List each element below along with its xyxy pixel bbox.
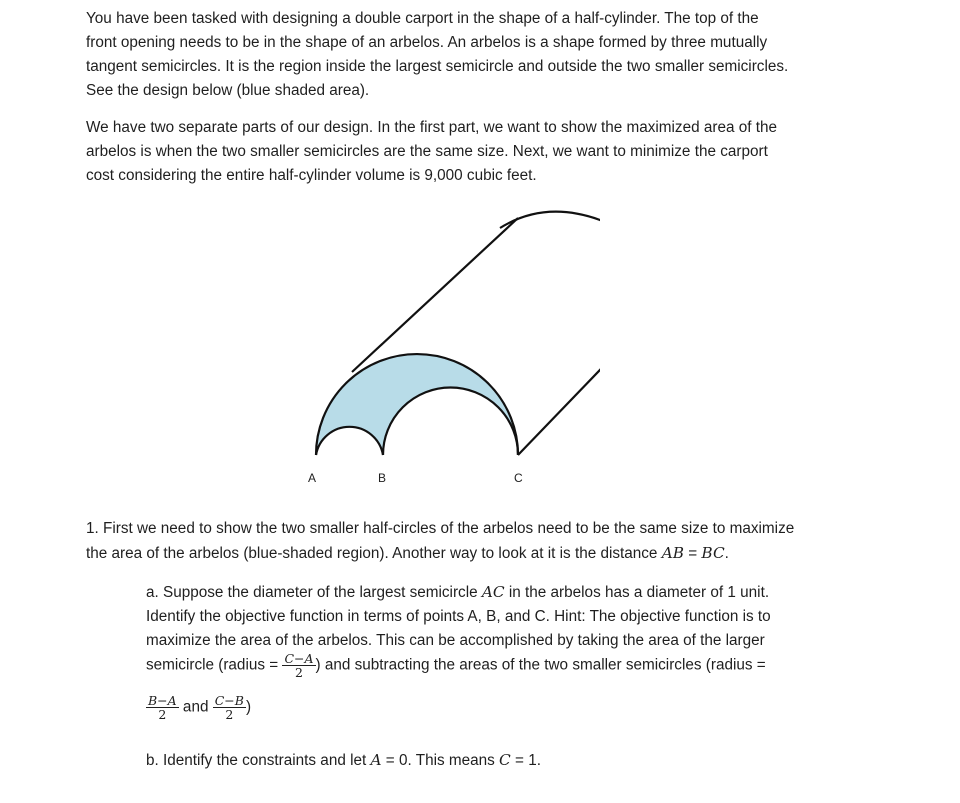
and-text: and xyxy=(178,698,213,716)
fraction-denominator: 2 xyxy=(225,707,234,722)
intro-line: tangent semicircles. It is the region inside the largest semicircle and outside the two smaller semicircles. xyxy=(86,58,789,75)
question-1-line: 1. First we need to show the two smaller half-circles of the arbelos need to be the same size to maximize xyxy=(86,520,795,537)
equals-sign: = xyxy=(683,545,702,562)
small-radius-formula-line xyxy=(146,694,251,721)
cylinder-bottom-edge xyxy=(518,318,600,455)
question-1b-line xyxy=(146,748,866,773)
question-1b-text: = 1. xyxy=(510,752,541,769)
segment-ab: AB xyxy=(661,544,684,562)
fraction-c-minus-b xyxy=(213,694,246,721)
point-c-var: C xyxy=(499,751,511,769)
intro-line: See the design below (blue shaded area). xyxy=(86,82,370,99)
period: . xyxy=(724,545,729,562)
question-1b xyxy=(146,748,866,773)
segment-ac: AC xyxy=(481,583,505,601)
fraction-denominator: 2 xyxy=(158,707,167,722)
point-label-a: A xyxy=(308,471,317,485)
close-paren: ) xyxy=(245,698,252,716)
question-1a-text: a. Suppose the diameter of the largest semicircle xyxy=(146,584,482,601)
formula-text: semicircle (radius = xyxy=(146,656,283,674)
intro-line: You have been tasked with designing a double carport in the shape of a half-cylinder. The top of the xyxy=(86,10,759,27)
large-radius-formula-line xyxy=(146,652,766,679)
point-label-b: B xyxy=(378,471,387,485)
segment-bc: BC xyxy=(701,544,725,562)
parts-line: arbelos is when the two smaller semicircles are the same size. Next, we want to minimize the carport xyxy=(86,143,768,160)
question-1a-line: maximize the area of the arbelos. This can be accomplished by taking the area of the larger xyxy=(146,632,765,649)
fraction-numerator: B−A xyxy=(148,693,177,708)
parts-line: We have two separate parts of our design. In the first part, we want to show the maximized area of the xyxy=(86,119,777,136)
fraction-c-minus-a xyxy=(282,652,315,679)
parts-line: cost considering the entire half-cylinder volume is 9,000 cubic feet. xyxy=(86,167,537,184)
question-1b-text: b. Identify the constraints and let xyxy=(146,752,371,769)
arbelos-shaded-region xyxy=(316,354,518,455)
question-1b-text: = 0. This means xyxy=(381,752,500,769)
question-1a-line: Identify the objective function in terms of points A, B, and C. Hint: The objective function is to xyxy=(146,608,771,625)
cylinder-top-edge xyxy=(352,218,518,372)
fraction-numerator: C−B xyxy=(214,693,244,708)
formula-text: ) and subtracting the areas of the two smaller semicircles (radius = xyxy=(315,656,766,674)
cylinder-back-arc xyxy=(500,212,600,318)
point-a-var: A xyxy=(370,751,382,769)
parts-paragraph xyxy=(86,116,886,188)
question-1 xyxy=(86,517,886,566)
fraction-denominator: 2 xyxy=(295,665,303,680)
point-label-c: C xyxy=(514,471,523,485)
intro-paragraph xyxy=(86,7,886,103)
fraction-numerator: C−A xyxy=(284,651,314,666)
question-1a-line xyxy=(146,580,866,605)
question-1-line xyxy=(86,541,886,566)
fraction-b-minus-a xyxy=(146,694,179,721)
question-1a-text: in the arbelos has a diameter of 1 unit. xyxy=(504,584,770,601)
intro-line: front opening needs to be in the shape of an arbelos. An arbelos is a shape formed by three mutually xyxy=(86,34,768,51)
question-1a xyxy=(146,580,866,653)
question-1-text: the area of the arbelos (blue-shaded region). Another way to look at it is the distance xyxy=(86,545,662,562)
carport-arbelos-figure xyxy=(280,200,600,500)
